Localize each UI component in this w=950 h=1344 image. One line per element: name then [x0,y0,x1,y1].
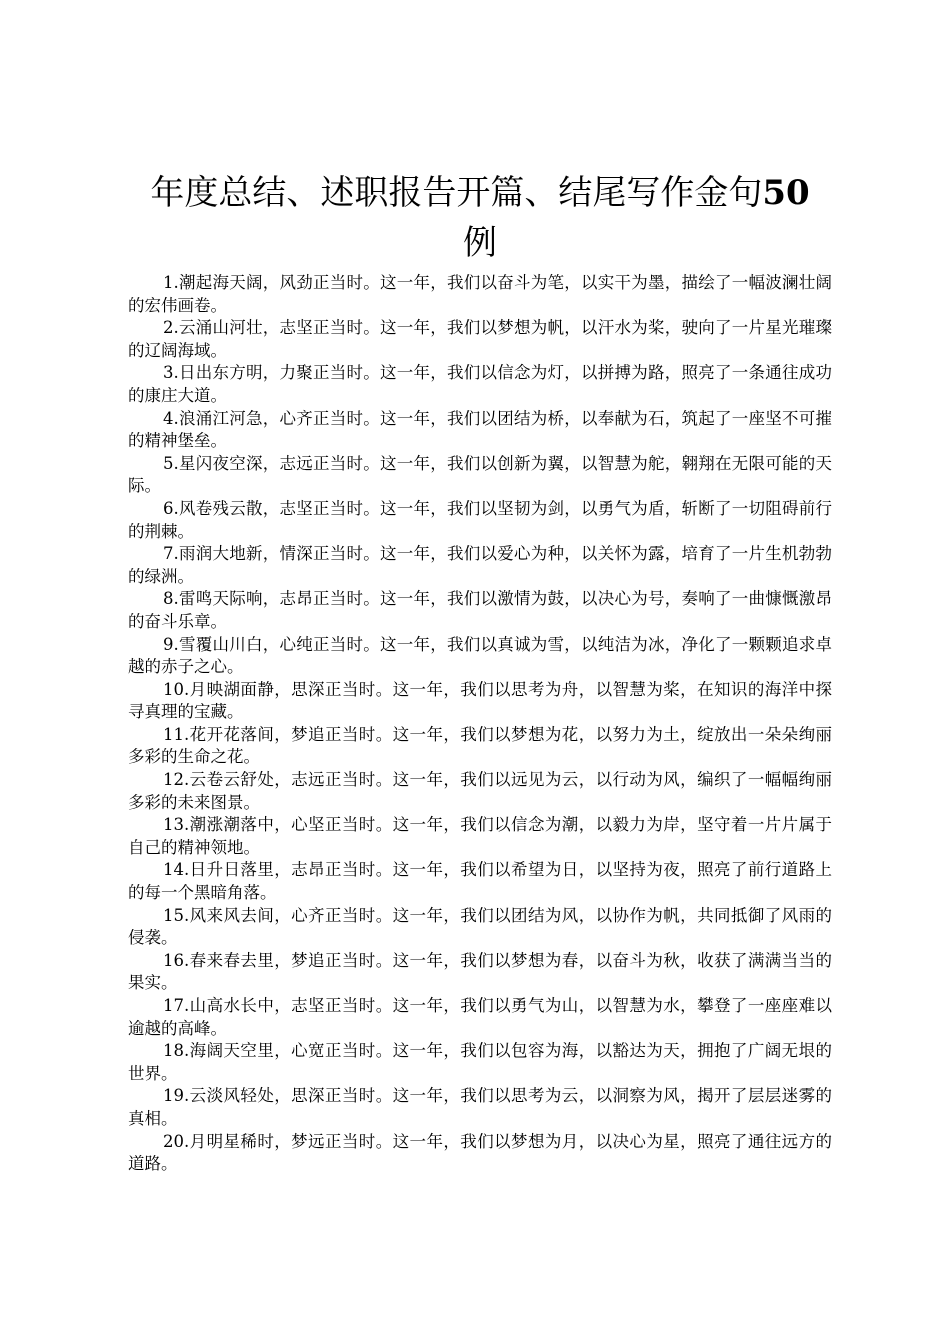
list-item: 16.春来春去里，梦追正当时。这一年，我们以梦想为春，以奋斗为秋，收获了满满当当的果实。 [128,950,832,993]
list-item: 14.日升日落里，志昂正当时。这一年，我们以希望为日，以坚持为夜，照亮了前行道路上的每一个黑暗角落。 [128,860,832,903]
title-tail: 例 [463,223,497,263]
list-item: 9.雪覆山川白，心纯正当时。这一年，我们以真诚为雪，以纯洁为冰，净化了一颗颗追求卓越的赤子之心。 [128,634,832,677]
list-item: 2.云涌山河壮，志坚正当时。这一年，我们以梦想为帆，以汗水为桨，驶向了一片星光璀璨的辽阔海域。 [128,318,832,360]
title-number: 50 [762,173,810,213]
list-item: 1.潮起海天阔，风劲正当时。这一年，我们以奋斗为笔，以实干为墨，描绘了一幅波澜壮阔的宏伟画卷。 [128,273,832,315]
document-title [128,168,832,268]
list-item: 10.月映湖面静，思深正当时。这一年，我们以思考为舟，以智慧为桨，在知识的海洋中探寻真理的宝藏。 [128,679,832,722]
list-item: 12.云卷云舒处，志远正当时。这一年，我们以远见为云，以行动为风，编织了一幅幅绚丽多彩的未来图景。 [128,770,832,812]
list-item: 6.风卷残云散，志坚正当时。这一年，我们以坚韧为剑，以勇气为盾，斩断了一切阻碍前行的荆棘。 [128,498,832,541]
list-item: 13.潮涨潮落中，心坚正当时。这一年，我们以信念为潮，以毅力为岸，坚守着一片片属于自己的精神领地。 [128,815,832,857]
list-item: 15.风来风去间，心齐正当时。这一年，我们以团结为风，以协作为帆，共同抵御了风雨的侵袭。 [128,905,832,948]
list-item: 4.浪涌江河急，心齐正当时。这一年，我们以团结为桥，以奉献为石，筑起了一座坚不可摧的精神堡垒。 [128,408,832,451]
list-item: 17.山高水长中，志坚正当时。这一年，我们以勇气为山，以智慧为水，攀登了一座座难以逾越的高峰。 [128,996,832,1038]
list-item: 11.花开花落间，梦追正当时。这一年，我们以梦想为花，以努力为土，绽放出一朵朵绚丽多彩的生命之花。 [128,724,832,767]
document-page [128,168,832,1176]
list-item: 18.海阔天空里，心宽正当时。这一年，我们以包容为海，以豁达为天，拥抱了广阔无垠的世界。 [128,1041,832,1083]
quote-list [128,272,832,1176]
list-item: 19.云淡风轻处，思深正当时。这一年，我们以思考为云，以洞察为风，揭开了层层迷雾的真相。 [128,1086,832,1128]
list-item: 5.星闪夜空深，志远正当时。这一年，我们以创新为翼，以智慧为舵，翱翔在无限可能的天际。 [128,453,832,496]
title-text: 年度总结、述职报告开篇、结尾写作金句 [150,173,763,213]
list-item: 7.雨润大地新，情深正当时。这一年，我们以爱心为种，以关怀为露，培育了一片生机勃勃的绿洲。 [128,544,832,586]
list-item: 3.日出东方明，力聚正当时。这一年，我们以信念为灯，以拼搏为路，照亮了一条通往成功的康庄大道。 [128,363,832,405]
list-item: 20.月明星稀时，梦远正当时。这一年，我们以梦想为月，以决心为星，照亮了通往远方的道路。 [128,1131,832,1174]
list-item: 8.雷鸣天际响，志昂正当时。这一年，我们以激情为鼓，以决心为号，奏响了一曲慷慨激昂的奋斗乐章。 [128,589,832,631]
